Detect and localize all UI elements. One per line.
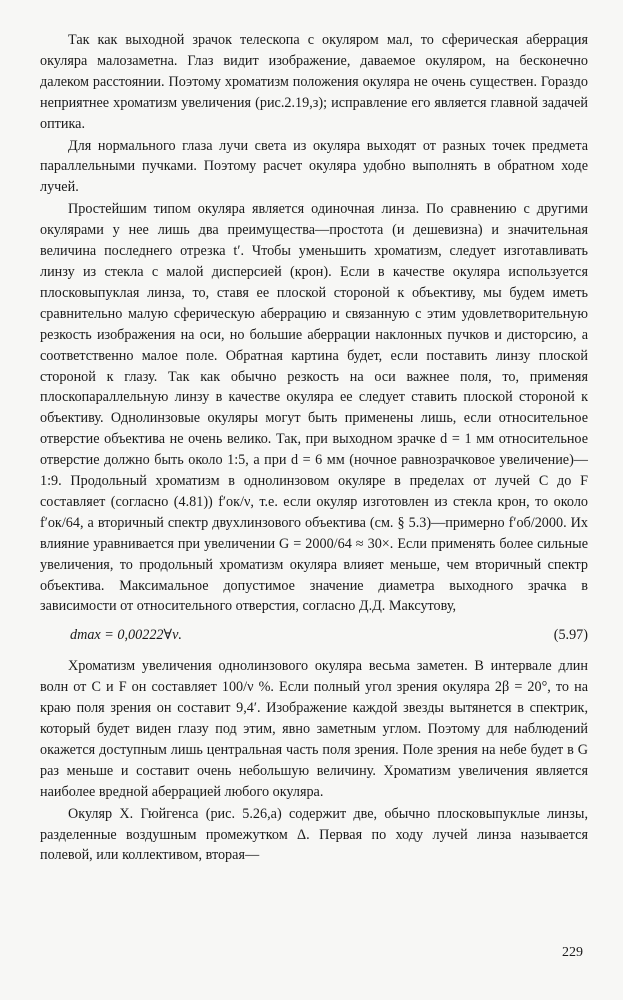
paragraph-4: Хроматизм увеличения однолинзового окуляра весьма заметен. В интервале длин волн от C и F он составляет 100/ν %. Если полный угол зрения окуляра 2β = 20°, то на краю поля зрения он составит 9,4′. Изображение каждой звезды вытянется в спектрик, который будет виден глазу под этим, явно заметным углом. Поэтому для наблюдений окажется доступным лишь центральная часть поля зрения. Поле зрения на небе будет в G раз меньше и составит очень небольшую величину. Хроматизм увеличения является наиболее вредной аберрацией любого окуляра. (40, 658, 588, 800)
formula-5-97 (40, 625, 588, 646)
formula-expression: dmax = 0,00222∀ν. (70, 627, 182, 644)
body-text (40, 30, 588, 866)
paragraph-5: Окуляр Х. Гюйгенса (рис. 5.26,а) содержит две, обычно плосковыпуклые линзы, разделенные воздушным промежутком Δ. Первая по ходу лучей линза называется полевой, или коллективом, вторая— (40, 805, 588, 864)
formula-number: (5.97) (553, 627, 588, 644)
paragraph-3: Простейшим типом окуляра является одиночная линза. По сравнению с другими окулярами у нее лишь два преимущества—простота (и дешевизна) и значительная величина последнего отрезка t′. Чтобы уменьшить хроматизм, следует изготавливать линзу из стекла с малой дисперсией (крон). Если в качестве окуляра используется плосковыпуклая линза, то, ставя ее плоской стороной к объективу, мы будем иметь сравнительно малую сферическую аберрацию и связанную с этим удовлетворительную резкость изображения на оси, но большие аберрации наклонных пучков и дисторсию, а соответственно малое поле. Обратная картина будет, если поставить линзу плоской стороной к глазу. Так как обычно резкость на оси важнее поля, то, применяя плоскопараллельную линзу в качестве окуляра ее следует ставить плоской стороной к объективу. Однолинзовые окуляры могут быть применены лишь, если относительное отверстие объектива не очень велико. Так, при выходном зрачке d = 1 мм относительное отверстие должно быть около 1:5, а при d = 6 мм (ночное равнозрачковое увеличение)—1:9. Продольный хроматизм в однолинзовом окуляре в пределах от лучей C до F составляет (согласно (4.81)) f′ок/ν, т.е. если окуляр изготовлен из стекла крон, то около f′ок/64, а вторичный спектр двухлинзового объектива (см. § 5.3)—примерно f′об/2000. Их влияние уравнивается при увеличении G = 2000/64 ≈ 30×. Если применять более сильные увеличения, то продольный хроматизм окуляра влияет меньше, чем вторичный спектр объектива. Максимальное допустимое значение диаметра выходного зрачка в зависимости от относительного отверстия, согласно Д.Д. Максутову, (40, 201, 588, 615)
paragraph-2: Для нормального глаза лучи света из окуляра выходят от разных точек предмета параллельными пучками. Поэтому расчет окуляра удобно выполнять в обратном ходе лучей. (40, 137, 588, 196)
page-number: 229 (562, 945, 583, 960)
paragraph-1: Так как выходной зрачок телескопа с окуляром мал, то сферическая аберрация окуляра малозаметна. Глаз видит изображение, даваемое окуляром, на бесконечно далеком расстоянии. Поэтому хроматизм положения окуляра не очень существен. Гораздо неприятнее хроматизм увеличения (рис.2.19,з); исправление его является главной задачей оптика. (40, 32, 588, 132)
